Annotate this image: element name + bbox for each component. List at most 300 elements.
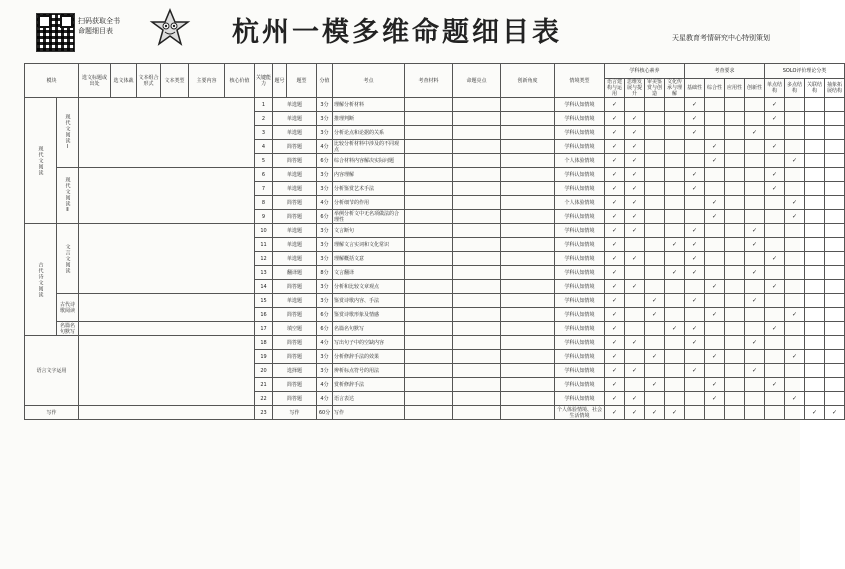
question-score: 3分 (317, 252, 333, 266)
check-cell (805, 378, 825, 392)
check-cell (825, 140, 845, 154)
question-score: 4分 (317, 196, 333, 210)
question-material (405, 196, 453, 210)
question-point: 理解概括文意 (333, 252, 405, 266)
question-innovation (501, 238, 555, 252)
check-cell (705, 336, 725, 350)
check-icon: ✓ (792, 198, 798, 206)
col-context: 情境类型 (555, 64, 605, 98)
check-cell (685, 112, 705, 126)
question-score: 3分 (317, 280, 333, 294)
page-title: 杭州一模多维命题细目表 (232, 17, 562, 48)
col-source: 选文标题或出处 (79, 64, 111, 98)
check-cell (825, 322, 845, 336)
question-feature (453, 252, 501, 266)
col-feature: 命题亮点 (453, 64, 501, 98)
check-cell (785, 224, 805, 238)
check-cell (665, 98, 685, 112)
block-classic-a: 文言文阅读 (57, 224, 79, 294)
check-icon: ✓ (692, 226, 698, 234)
check-cell (825, 98, 845, 112)
qr-code[interactable] (36, 13, 75, 52)
check-icon: ✓ (752, 338, 758, 346)
question-feature (453, 238, 501, 252)
check-cell (725, 182, 745, 196)
check-cell (805, 210, 825, 224)
check-cell (605, 252, 625, 266)
question-feature (453, 350, 501, 364)
check-cell (705, 392, 725, 406)
check-cell (745, 336, 765, 350)
check-cell (605, 196, 625, 210)
block-classic-b: 古代诗歌阅读 (57, 294, 79, 322)
check-cell (765, 112, 785, 126)
check-icon: ✓ (692, 240, 698, 248)
question-material (405, 182, 453, 196)
question-type: 简答题 (273, 210, 317, 224)
question-score: 3分 (317, 350, 333, 364)
check-icon: ✓ (752, 268, 758, 276)
question-point: 辨析标点符号的用法 (333, 364, 405, 378)
check-cell (625, 336, 645, 350)
check-cell (785, 168, 805, 182)
check-cell (745, 350, 765, 364)
col-solo-b: 多点结构 (785, 79, 805, 98)
check-cell (645, 308, 665, 322)
check-cell (765, 364, 785, 378)
check-cell (805, 364, 825, 378)
check-icon: ✓ (692, 338, 698, 346)
question-feature (453, 266, 501, 280)
check-cell (665, 350, 685, 364)
check-cell (745, 112, 765, 126)
check-cell (605, 112, 625, 126)
check-cell (785, 378, 805, 392)
check-cell (605, 182, 625, 196)
question-innovation (501, 392, 555, 406)
check-icon: ✓ (612, 198, 618, 206)
check-cell (665, 280, 685, 294)
check-icon: ✓ (712, 212, 718, 220)
check-icon: ✓ (812, 408, 818, 416)
check-cell (805, 154, 825, 168)
check-cell (645, 196, 665, 210)
question-type: 简答题 (273, 336, 317, 350)
col-innovation: 创新角度 (501, 64, 555, 98)
check-cell (645, 154, 665, 168)
question-type: 单选题 (273, 126, 317, 140)
question-innovation (501, 266, 555, 280)
check-cell (805, 140, 825, 154)
check-cell (645, 112, 665, 126)
check-cell (705, 294, 725, 308)
check-icon: ✓ (792, 352, 798, 360)
question-number: 10 (255, 224, 273, 238)
question-type: 单选题 (273, 112, 317, 126)
check-cell (725, 406, 745, 420)
check-cell (705, 154, 725, 168)
check-cell (765, 378, 785, 392)
question-number: 6 (255, 168, 273, 182)
question-feature (453, 168, 501, 182)
check-cell (785, 126, 805, 140)
question-innovation (501, 210, 555, 224)
check-cell (825, 210, 845, 224)
block-modern-2: 现代文阅读Ⅱ (57, 168, 79, 224)
table-row (25, 168, 845, 182)
question-score: 3分 (317, 168, 333, 182)
check-cell (805, 126, 825, 140)
check-cell (825, 252, 845, 266)
check-cell (765, 252, 785, 266)
question-material (405, 266, 453, 280)
check-cell (625, 168, 645, 182)
question-type: 简答题 (273, 308, 317, 322)
col-core-d: 文化传承与理解 (665, 79, 685, 98)
question-type: 单选题 (273, 294, 317, 308)
check-cell (765, 280, 785, 294)
check-icon: ✓ (772, 254, 778, 262)
check-cell (825, 154, 845, 168)
check-icon: ✓ (772, 380, 778, 388)
check-icon: ✓ (752, 296, 758, 304)
check-cell (825, 294, 845, 308)
question-innovation (501, 140, 555, 154)
check-cell (605, 406, 625, 420)
check-cell (685, 378, 705, 392)
col-core-b: 思维发展与提升 (625, 79, 645, 98)
check-cell (685, 350, 705, 364)
check-icon: ✓ (612, 114, 618, 122)
check-cell (745, 294, 765, 308)
check-cell (825, 182, 845, 196)
check-icon: ✓ (692, 128, 698, 136)
check-cell (685, 308, 705, 322)
check-cell (785, 280, 805, 294)
question-material (405, 210, 453, 224)
check-icon: ✓ (612, 142, 618, 150)
question-innovation (501, 322, 555, 336)
check-cell (765, 336, 785, 350)
check-icon: ✓ (612, 226, 618, 234)
check-cell (705, 98, 725, 112)
check-cell (645, 168, 665, 182)
check-cell (625, 196, 645, 210)
col-material: 考查材料 (405, 64, 453, 98)
table-row (25, 224, 845, 238)
question-feature (453, 378, 501, 392)
check-cell (745, 210, 765, 224)
question-number: 21 (255, 378, 273, 392)
block-classic-a-info (79, 224, 255, 294)
question-material (405, 154, 453, 168)
check-cell (725, 112, 745, 126)
question-number: 7 (255, 182, 273, 196)
question-context: 学科认知情境 (555, 112, 605, 126)
check-icon: ✓ (692, 170, 698, 178)
question-type: 填空题 (273, 322, 317, 336)
check-cell (785, 154, 805, 168)
qr-caption: 扫码获取全书 命题细目表 (78, 17, 120, 35)
question-context: 学科认知情境 (555, 336, 605, 350)
check-icon: ✓ (632, 338, 638, 346)
check-cell (765, 406, 785, 420)
check-icon: ✓ (672, 408, 678, 416)
check-cell (745, 406, 765, 420)
question-material (405, 280, 453, 294)
check-cell (685, 280, 705, 294)
question-context: 学科认知情境 (555, 266, 605, 280)
question-point: 分析修辞手法的效果 (333, 350, 405, 364)
check-icon: ✓ (772, 184, 778, 192)
check-cell (805, 294, 825, 308)
check-cell (725, 252, 745, 266)
question-number: 9 (255, 210, 273, 224)
check-cell (745, 364, 765, 378)
check-cell (805, 266, 825, 280)
check-icon: ✓ (632, 198, 638, 206)
check-cell (605, 392, 625, 406)
question-material (405, 112, 453, 126)
check-cell (685, 224, 705, 238)
col-solo-a: 单点结构 (765, 79, 785, 98)
check-cell (825, 336, 845, 350)
check-icon: ✓ (612, 338, 618, 346)
check-cell (625, 140, 645, 154)
question-innovation (501, 336, 555, 350)
question-material (405, 378, 453, 392)
check-cell (765, 294, 785, 308)
question-score: 3分 (317, 182, 333, 196)
check-cell (785, 392, 805, 406)
check-icon: ✓ (612, 366, 618, 374)
check-icon: ✓ (612, 324, 618, 332)
check-cell (725, 126, 745, 140)
check-cell (665, 364, 685, 378)
table-body (25, 98, 845, 420)
check-cell (645, 126, 665, 140)
block-classic: 古代诗文阅读 (25, 224, 57, 336)
check-cell (605, 280, 625, 294)
check-cell (665, 196, 685, 210)
question-number: 12 (255, 252, 273, 266)
check-cell (685, 140, 705, 154)
check-cell (605, 364, 625, 378)
check-icon: ✓ (752, 128, 758, 136)
check-cell (785, 252, 805, 266)
question-context: 学科认知情境 (555, 168, 605, 182)
question-context: 学科认知情境 (555, 140, 605, 154)
check-cell (665, 140, 685, 154)
question-point: 分析和比较文章观点 (333, 280, 405, 294)
question-type: 简答题 (273, 154, 317, 168)
check-cell (705, 350, 725, 364)
question-number: 19 (255, 350, 273, 364)
question-feature (453, 154, 501, 168)
check-cell (705, 364, 725, 378)
check-cell (685, 210, 705, 224)
check-cell (725, 238, 745, 252)
block-modern-1: 现代文阅读Ⅰ (57, 98, 79, 168)
check-cell (725, 350, 745, 364)
question-score: 4分 (317, 378, 333, 392)
question-innovation (501, 154, 555, 168)
question-context: 学科认知情境 (555, 350, 605, 364)
check-cell (645, 238, 665, 252)
block-lang: 语言文字运用 (25, 336, 79, 406)
question-feature (453, 392, 501, 406)
question-feature (453, 210, 501, 224)
check-cell (785, 140, 805, 154)
question-type: 翻译题 (273, 266, 317, 280)
question-type: 简答题 (273, 392, 317, 406)
question-score: 4分 (317, 336, 333, 350)
question-score: 3分 (317, 126, 333, 140)
check-icon: ✓ (772, 100, 778, 108)
check-cell (745, 224, 765, 238)
check-icon: ✓ (772, 324, 778, 332)
check-icon: ✓ (672, 324, 678, 332)
question-material (405, 336, 453, 350)
question-material (405, 98, 453, 112)
check-cell (645, 364, 665, 378)
check-cell (645, 98, 665, 112)
question-context: 学科认知情境 (555, 126, 605, 140)
question-feature (453, 126, 501, 140)
question-context: 学科认知情境 (555, 252, 605, 266)
question-number: 1 (255, 98, 273, 112)
check-icon: ✓ (692, 114, 698, 122)
question-context: 学科认知情境 (555, 294, 605, 308)
question-number: 11 (255, 238, 273, 252)
question-material (405, 350, 453, 364)
check-icon: ✓ (612, 184, 618, 192)
block-classic-c-info (79, 322, 255, 336)
check-cell (825, 350, 845, 364)
check-cell (665, 238, 685, 252)
col-block: 模块 (25, 64, 79, 98)
question-material (405, 392, 453, 406)
block-classic-c: 名篇名句默写 (57, 322, 79, 336)
check-cell (645, 322, 665, 336)
check-icon: ✓ (652, 408, 658, 416)
check-cell (625, 406, 645, 420)
check-cell (625, 252, 645, 266)
block-modern-2-info (79, 168, 255, 224)
check-cell (625, 294, 645, 308)
check-cell (645, 280, 665, 294)
check-cell (665, 168, 685, 182)
question-type: 单选题 (273, 182, 317, 196)
check-icon: ✓ (612, 170, 618, 178)
check-cell (745, 252, 765, 266)
check-cell (805, 196, 825, 210)
check-cell (605, 294, 625, 308)
question-score: 3分 (317, 364, 333, 378)
check-icon: ✓ (752, 366, 758, 374)
check-cell (745, 392, 765, 406)
check-icon: ✓ (692, 184, 698, 192)
question-point: 文言断句 (333, 224, 405, 238)
question-innovation (501, 378, 555, 392)
check-cell (605, 154, 625, 168)
check-cell (785, 238, 805, 252)
check-cell (745, 238, 765, 252)
check-cell (645, 210, 665, 224)
question-number: 14 (255, 280, 273, 294)
question-point: 分析论点和论据的关系 (333, 126, 405, 140)
question-point: 理解分析材料 (333, 98, 405, 112)
check-cell (685, 336, 705, 350)
check-icon: ✓ (792, 394, 798, 402)
check-cell (705, 378, 725, 392)
check-cell (645, 266, 665, 280)
col-req-a: 基础性 (685, 79, 705, 98)
question-type: 单选题 (273, 224, 317, 238)
check-icon: ✓ (652, 296, 658, 304)
check-icon: ✓ (632, 394, 638, 402)
check-cell (705, 238, 725, 252)
question-feature (453, 280, 501, 294)
check-icon: ✓ (692, 254, 698, 262)
check-cell (785, 336, 805, 350)
check-icon: ✓ (712, 394, 718, 402)
check-icon: ✓ (772, 114, 778, 122)
block-modern-1-info (79, 98, 255, 168)
check-cell (725, 140, 745, 154)
question-type: 简答题 (273, 350, 317, 364)
check-icon: ✓ (652, 352, 658, 360)
check-icon: ✓ (652, 380, 658, 388)
check-cell (665, 224, 685, 238)
check-cell (665, 322, 685, 336)
check-cell (645, 350, 665, 364)
check-icon: ✓ (632, 366, 638, 374)
check-icon: ✓ (632, 408, 638, 416)
check-cell (645, 140, 665, 154)
question-point: 举例分析文中无名项做法的合理性 (333, 210, 405, 224)
question-material (405, 308, 453, 322)
check-cell (725, 224, 745, 238)
check-cell (805, 168, 825, 182)
block-lang-info (79, 336, 255, 406)
check-icon: ✓ (612, 100, 618, 108)
question-context: 学科认知情境 (555, 378, 605, 392)
question-type: 单选题 (273, 252, 317, 266)
check-cell (825, 112, 845, 126)
check-cell (685, 252, 705, 266)
question-type: 简答题 (273, 140, 317, 154)
question-number: 15 (255, 294, 273, 308)
check-cell (745, 378, 765, 392)
check-icon: ✓ (612, 310, 618, 318)
question-point: 推理判断 (333, 112, 405, 126)
question-score: 3分 (317, 98, 333, 112)
check-icon: ✓ (612, 268, 618, 276)
check-icon: ✓ (832, 408, 838, 416)
check-cell (825, 364, 845, 378)
check-cell (645, 392, 665, 406)
question-point: 语言表达 (333, 392, 405, 406)
block-write: 写作 (25, 406, 79, 420)
check-icon: ✓ (612, 394, 618, 402)
check-cell (605, 378, 625, 392)
check-cell (805, 224, 825, 238)
check-icon: ✓ (752, 240, 758, 248)
check-cell (765, 350, 785, 364)
check-icon: ✓ (712, 380, 718, 388)
check-cell (805, 280, 825, 294)
